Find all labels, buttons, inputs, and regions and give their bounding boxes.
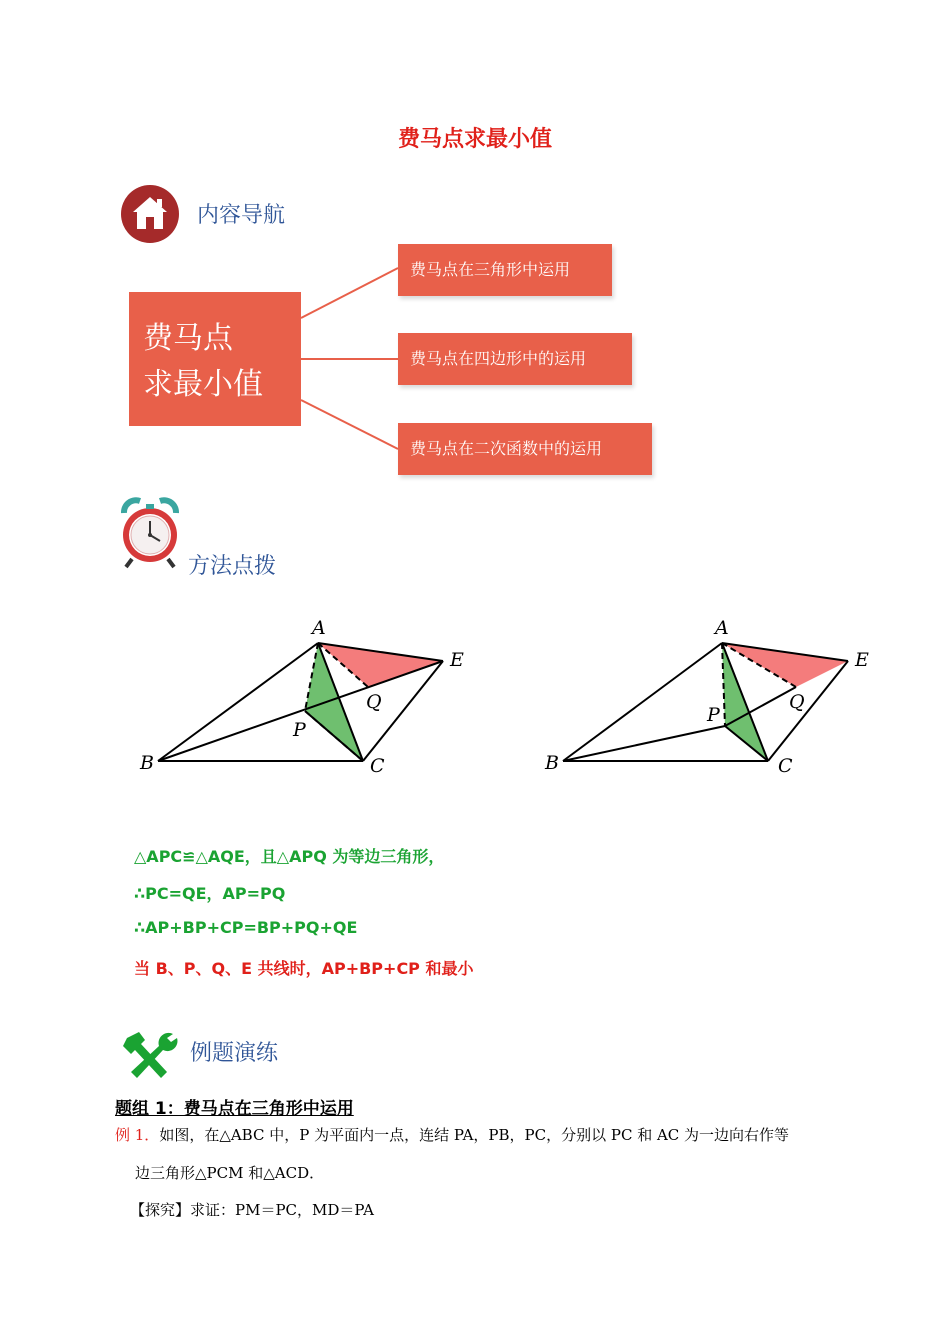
method-section-heading: 方法点拨	[188, 554, 277, 579]
nav-item-quadrilateral[interactable]: 费马点在四边形中的运用	[398, 333, 632, 385]
example-1-line-2: 边三角形△PCM 和△ACD．	[135, 1164, 325, 1182]
label-a: A	[312, 617, 326, 639]
label-p-2: P	[707, 704, 720, 726]
label-q: Q	[366, 691, 382, 713]
tools-icon	[121, 1028, 179, 1080]
label-c-2: C	[778, 755, 793, 777]
group-title: 题组 1：费马点在三角形中运用	[115, 1099, 354, 1119]
example-label: 例 1．	[115, 1126, 160, 1144]
label-p: P	[293, 719, 306, 741]
label-b-2: B	[545, 752, 559, 774]
geometry-figure-left	[130, 612, 490, 782]
nav-section-heading: 内容导航	[197, 203, 286, 228]
label-a-2: A	[715, 617, 729, 639]
proof-line-2: ∴PC=QE，AP=PQ	[134, 884, 286, 903]
proof-conclusion: 当 B、P、Q、E 共线时，AP+BP+CP 和最小	[134, 959, 474, 978]
proof-line-1: △APC≌△AQE，且△APQ 为等边三角形，	[134, 847, 445, 866]
label-e-2: E	[855, 649, 869, 671]
label-e: E	[450, 649, 464, 671]
nav-main-line1: 费马点	[143, 321, 233, 356]
explore-label: 【探究】	[130, 1201, 191, 1219]
label-q-2: Q	[789, 691, 805, 713]
alarm-clock-icon	[118, 495, 182, 569]
nav-item-quadratic[interactable]: 费马点在二次函数中的运用	[398, 423, 652, 475]
nav-main-line2: 求最小值	[143, 367, 263, 402]
page-title: 费马点求最小值	[397, 127, 552, 152]
example-text-1: 如图，在△ABC 中，P 为平面内一点，连结 PA，PB，PC，分别以 PC 和 AC 为一边向右作等	[159, 1126, 790, 1144]
explore-text: 求证：PM＝PC，MD＝PA	[190, 1201, 374, 1219]
nav-main-box	[129, 292, 301, 426]
proof-line-3: ∴AP+BP+CP=BP+PQ+QE	[134, 918, 358, 937]
label-b: B	[140, 752, 154, 774]
example-1-line-1	[115, 1124, 789, 1145]
example-section-heading: 例题演练	[190, 1041, 279, 1066]
label-c: C	[370, 755, 385, 777]
nav-item-triangle[interactable]: 费马点在三角形中运用	[398, 244, 612, 296]
geometry-figure-right	[535, 612, 895, 782]
explore-line	[130, 1199, 374, 1220]
